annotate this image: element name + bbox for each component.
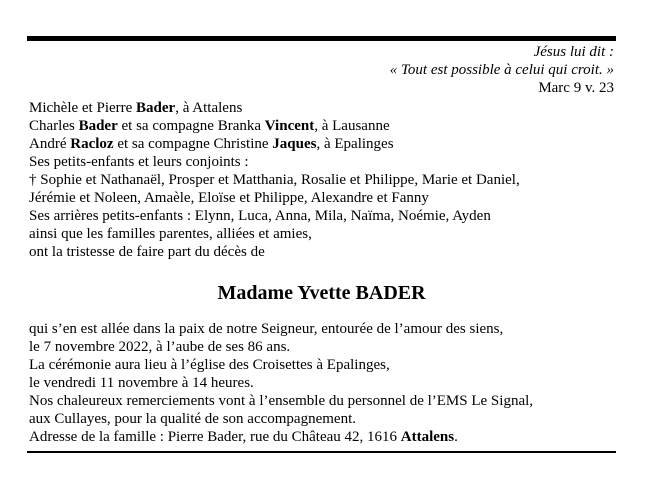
family-line-5: † Sophie et Nathanaël, Prosper et Matthania, Rosalie et Philippe, Marie et Daniel, xyxy=(29,172,520,188)
family-line-9: ont la tristesse de faire part du décès de xyxy=(29,244,265,260)
surname: Racloz xyxy=(70,136,114,152)
surname: Vincent xyxy=(264,118,315,134)
quote-reference: Marc 9 v. 23 xyxy=(538,80,614,96)
surname: Bader xyxy=(136,100,176,116)
text: André xyxy=(29,136,71,152)
family-line-8: ainsi que les familles parentes, alliées et amies, xyxy=(29,226,312,242)
details-line-3: La cérémonie aura lieu à l’église des Croisettes à Epalinges, xyxy=(29,357,390,373)
family-line-1 xyxy=(29,99,617,117)
family-line-7: Ses arrières petits-enfants : Elynn, Luca, Anna, Mila, Naïma, Noémie, Ayden xyxy=(29,208,491,224)
text: et sa compagne Christine xyxy=(113,136,273,152)
text: , à Lausanne xyxy=(314,118,390,134)
details-line-6: aux Cullayes, pour la qualité de son accompagnement. xyxy=(29,411,356,427)
details-line-2: le 7 novembre 2022, à l’aube de ses 86 ans. xyxy=(29,339,291,355)
text: , à Epalinges xyxy=(316,136,394,152)
quote-intro: Jésus lui dit : xyxy=(533,44,614,60)
family-line-3 xyxy=(29,135,617,153)
surname: Bader xyxy=(78,118,118,134)
text: Adresse de la famille : Pierre Bader, rue du Château 42, 1616 xyxy=(29,429,401,445)
details-line-5: Nos chaleureux remerciements vont à l’ensemble du personnel de l’EMS Le Signal, xyxy=(29,393,534,409)
text: et sa compagne Branka xyxy=(117,118,265,134)
surname: Jaques xyxy=(272,136,317,152)
bottom-rule xyxy=(27,451,616,453)
family-announcement xyxy=(29,99,617,261)
family-address xyxy=(29,428,617,446)
details-line-4: le vendredi 11 novembre à 14 heures. xyxy=(29,375,254,391)
text: Michèle et Pierre xyxy=(29,100,137,116)
town: Attalens xyxy=(400,429,455,445)
family-line-2 xyxy=(29,117,617,135)
quote-text: « Tout est possible à celui qui croit. » xyxy=(389,62,614,78)
text: , à Attalens xyxy=(175,100,243,116)
family-line-4: Ses petits-enfants et leurs conjoints : xyxy=(29,154,249,170)
bible-quote xyxy=(390,43,614,97)
top-rule xyxy=(27,36,616,41)
deceased-name: Madame Yvette BADER xyxy=(217,282,426,304)
details-line-1: qui s’en est allée dans la paix de notre Seigneur, entourée de l’amour des siens, xyxy=(29,321,504,337)
text: . xyxy=(454,429,458,445)
ceremony-details xyxy=(29,320,617,446)
text: Charles xyxy=(29,118,79,134)
family-line-6: Jérémie et Noleen, Amaèle, Eloïse et Philippe, Alexandre et Fanny xyxy=(29,190,429,206)
